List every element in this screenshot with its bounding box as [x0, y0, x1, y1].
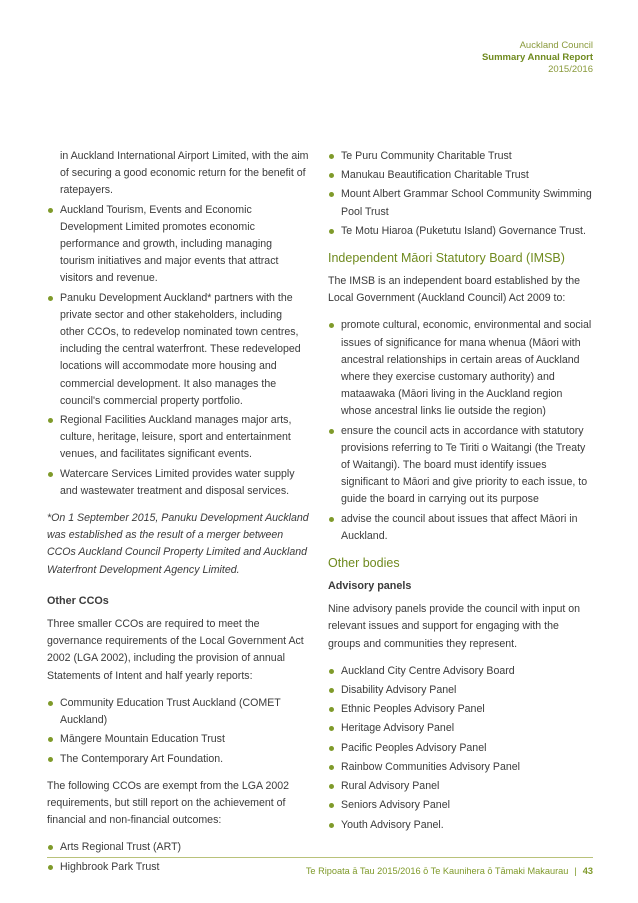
small-cco-list — [47, 695, 309, 768]
left-column — [47, 148, 309, 886]
list-item: Ethnic Peoples Advisory Panel — [328, 701, 592, 718]
list-item: Watercare Services Limited provides water supply and wastewater treatment and disposal services. — [47, 466, 309, 500]
list-item: Rural Advisory Panel — [328, 778, 592, 795]
list-item: Regional Facilities Auckland manages major arts, culture, heritage, leisure, sport and entertainment venues, and facilitates significant events. — [47, 412, 309, 464]
imsb-heading: Independent Māori Statutory Board (IMSB) — [328, 251, 565, 266]
advisory-intro: Nine advisory panels provide the council with input on relevant issues and support for engaging with the groups and communities they represent. — [328, 603, 581, 650]
list-item: ensure the council acts in accordance with statutory provisions referring to Te Tiriti o Waitangi (the Treaty of Waitangi). The board must identify issues significant to Māori and give priority to each issue, to guide the board in carrying out its purpose — [328, 423, 592, 509]
page-number: 43 — [582, 866, 593, 876]
list-item: advise the council about issues that affect Māori in Auckland. — [328, 511, 592, 545]
list-item: Highbrook Park Trust — [47, 859, 309, 876]
header-title: Summary Annual Report — [481, 52, 593, 63]
footer-divider — [47, 857, 593, 858]
cco-list — [47, 202, 309, 500]
list-item: The Contemporary Art Foundation. — [47, 751, 309, 768]
imsb-intro: The IMSB is an independent board established by the Local Government (Auckland Council) Act 2009 to: — [328, 275, 581, 305]
intro-continued: in Auckland International Airport Limited, with the aim of securing a good economic return for the benefit of ratepayers. — [60, 150, 309, 197]
advisory-panels-heading: Advisory panels — [328, 580, 412, 593]
list-item: Arts Regional Trust (ART) — [47, 839, 309, 856]
header-year: 2015/2016 — [548, 64, 593, 75]
list-item: Auckland Tourism, Events and Economic Development Limited promotes economic performance and growth, including managing tourism initiatives and major events that attract visitors and revenue. — [47, 202, 309, 288]
right-column — [328, 148, 592, 844]
list-item: Seniors Advisory Panel — [328, 797, 592, 814]
exempt-intro: The following CCOs are exempt from the LGA 2002 requirements, but still report on the achievement of financial and non-financial outcomes: — [47, 779, 290, 827]
list-item: Heritage Advisory Panel — [328, 720, 592, 737]
footer-text: Te Ripoata ā Tau 2015/2016 ō Te Kaunihera ō Tāmaki Makaurau — [305, 866, 569, 876]
other-ccos-intro: Three smaller CCOs are required to meet the governance requirements of the Local Government Act 2002 (LGA 2002), including the provision of annual Statements of Intent and half yearly reports: — [47, 618, 304, 682]
list-item: Community Education Trust Auckland (COMET Auckland) — [47, 695, 309, 729]
other-ccos-heading: Other CCOs — [47, 594, 109, 607]
header-org: Auckland Council — [519, 40, 593, 51]
list-item: Mount Albert Grammar School Community Swimming Pool Trust — [328, 186, 592, 220]
list-item: Rainbow Communities Advisory Panel — [328, 759, 592, 776]
list-item: Manukau Beautification Charitable Trust — [328, 167, 592, 184]
imsb-points — [328, 317, 592, 545]
list-item: Youth Advisory Panel. — [328, 817, 592, 834]
list-item: Disability Advisory Panel — [328, 682, 592, 699]
list-item: Māngere Mountain Education Trust — [47, 731, 309, 748]
page-footer — [306, 866, 593, 876]
list-item: promote cultural, economic, environmental and social issues of significance for mana whenua (Māori with ancestral relationships in certain areas of Auckland where they exercise customary authority) and mataawaka (Māori living in the Auckland region whose ancestral links lie outside the region) — [328, 317, 592, 420]
list-item: Pacific Peoples Advisory Panel — [328, 740, 592, 757]
footnote: *On 1 September 2015, Panuku Development Auckland was established as the result of a merger between CCOs Auckland Council Property Limited and Auckland Waterfront Development Agency Limited. — [47, 512, 309, 576]
list-item: Te Motu Hiaroa (Puketutu Island) Governance Trust. — [328, 223, 592, 240]
list-item: Te Puru Community Charitable Trust — [328, 148, 592, 165]
list-item: Panuku Development Auckland* partners with the private sector and other stakeholders, including other CCOs, to redevelop nominated town centres, including the central waterfront. These redeveloped locations will accommodate more housing and commercial development. It also manages the council's commercial property portfolio. — [47, 290, 309, 410]
list-item: Auckland City Centre Advisory Board — [328, 663, 592, 680]
page-header — [482, 40, 593, 76]
footer-separator: | — [574, 866, 577, 876]
exempt-cco-list-continued — [328, 148, 592, 240]
advisory-panel-list — [328, 663, 592, 834]
other-bodies-heading: Other bodies — [328, 556, 400, 571]
